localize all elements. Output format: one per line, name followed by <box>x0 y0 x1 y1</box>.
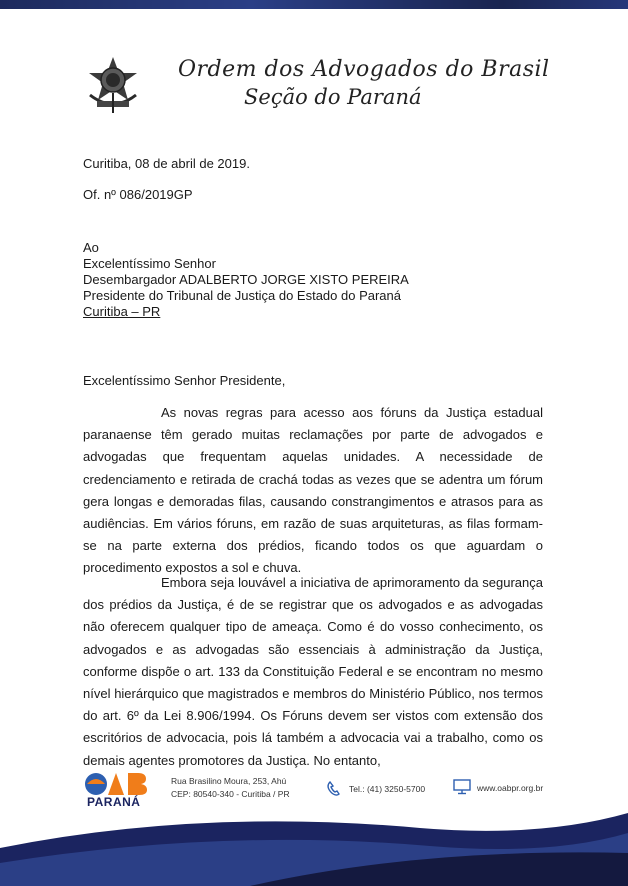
letterhead <box>82 55 550 125</box>
recipient-line: Presidente do Tribunal de Justiça do Estado do Paraná <box>83 288 401 303</box>
body-paragraph-2: Embora seja louvável a iniciativa de aprimoramento da segurança dos prédios da Justiça, é de se registrar que os advogados e as advogadas não oferecem qualquer tipo de ameaça. Como é do vosso conhecimento, os advogados e as advogadas são essenciais à administração da Justiça, conforme dispõe o art. 133 da Constituição Federal e se encontram no mesmo nível hierárquico que magistrados e membros do Ministério Público, nos termos do art. 6º da Lei 8.906/1994. Os Fóruns devem ser vistos com extensão dos escritórios de advocacia, pois lá também a advocacia vai a trabalho, como os demais agentes promotores da Justiça. No entanto, <box>83 575 543 768</box>
phone-icon <box>326 781 342 797</box>
footer-website: www.oabpr.org.br <box>477 783 544 793</box>
monitor-icon <box>453 779 471 795</box>
recipient-city: Curitiba – PR <box>83 304 161 319</box>
recipient-line: Desembargador ADALBERTO JORGE XISTO PEREIRA <box>83 272 409 287</box>
org-name: Ordem dos Advogados do Brasil <box>178 57 550 82</box>
footer-address <box>171 775 290 801</box>
footer-phone: Tel.: (41) 3250-5700 <box>349 784 426 794</box>
org-section: Seção do Paraná <box>244 85 422 109</box>
body-paragraph-1: As novas regras para acesso aos fóruns da Justiça estadual paranaense têm gerado muitas reclamações por parte de advogados e advogadas que frequentam aquelas unidades. A necessidade de credenciamento e retirada de crachá todas as vezes que se adentra um fórum gera longas e demoradas filas, causando constrangimentos e atrasos para as audiências. Em vários fóruns, em razão de suas arquiteturas, as filas formam-se na parte externa dos prédios, ficando todos os que aguardam o procedimento expostos a sol e chuva. <box>83 405 543 576</box>
reference-number: Of. nº 086/2019GP <box>83 187 193 202</box>
top-band <box>0 0 628 9</box>
coat-of-arms-icon <box>82 55 144 117</box>
place-date: Curitiba, 08 de abril de 2019. <box>83 156 250 171</box>
recipient-line: Excelentíssimo Senhor <box>83 256 216 271</box>
address-line: Rua Brasilino Moura, 253, Ahú <box>171 776 287 786</box>
oab-logo <box>84 770 150 798</box>
recipient-line: Ao <box>83 240 99 255</box>
oab-parana-label: PARANÁ <box>87 795 141 809</box>
address-line: CEP: 80540-340 - Curitiba / PR <box>171 789 290 799</box>
bottom-decoration <box>0 808 628 886</box>
salutation: Excelentíssimo Senhor Presidente, <box>83 373 286 388</box>
